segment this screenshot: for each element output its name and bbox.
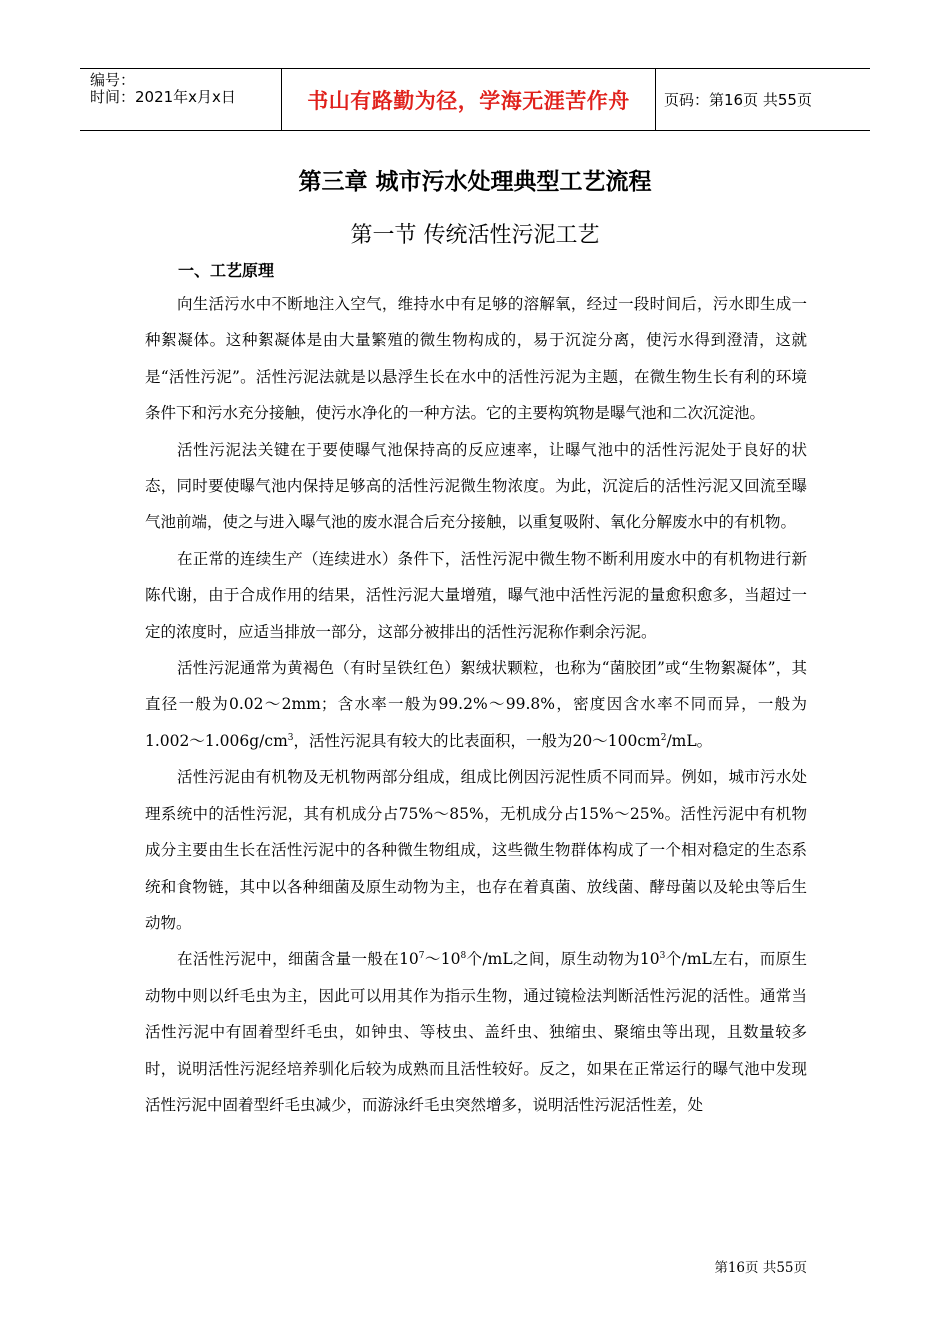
paragraph <box>145 650 807 759</box>
text-run: 活性污泥通常为黄褐色（有时呈铁红色）絮绒状颗粒，也称为“菌胶团”或“生物絮凝体”，其直径一般为0.02～2mm；含水率一般为99.2%～99.8%，密度因含水率不同而异，一般为1.002～1.006g/cm <box>145 659 807 750</box>
header-meta <box>80 69 280 130</box>
page-header <box>80 68 870 131</box>
page-footer: 第16页 共55页 <box>714 1260 807 1276</box>
superscript: 7 <box>418 951 425 962</box>
chapter-title: 第三章 城市污水处理典型工艺流程 <box>298 169 652 195</box>
header-page-cell <box>656 69 870 130</box>
paragraph <box>145 941 807 1123</box>
header-motto: 书山有路勤为径，学海无涯苦作舟 <box>307 88 630 113</box>
superscript: 8 <box>460 951 467 962</box>
paragraph: 在正常的连续生产（连续进水）条件下，活性污泥中微生物不断利用废水中的有机物进行新陈代谢，由于合成作用的结果，活性污泥大量增殖，曝气池中活性污泥的量愈积愈多，当超过一定的浓度时，应适当排放一部分，这部分被排出的活性污泥称作剩余污泥。 <box>145 549 807 641</box>
header-motto-cell <box>281 69 656 130</box>
text-run: 个/mL之间，原生动物为10 <box>466 950 660 969</box>
document-number-label: 编号： <box>90 71 136 89</box>
text-run: 在活性污泥中，细菌含量一般在10 <box>177 950 419 969</box>
paragraph: 活性污泥法关键在于要使曝气池保持高的反应速率，让曝气池中的活性污泥处于良好的状态，同时要使曝气池内保持足够高的活性污泥微生物浓度。为此，沉淀后的活性污泥又回流至曝气池前端，使之与进入曝气池的废水混合后充分接触，以重复吸附、氧化分解废水中的有机物。 <box>145 440 807 532</box>
superscript: 3 <box>659 951 666 962</box>
paragraph: 活性污泥由有机物及无机物两部分组成，组成比例因污泥性质不同而异。例如，城市污水处理系统中的活性污泥，其有机成分占75%～85%，无机成分占15%～25%。活性污泥中有机物成分主要由生长在活性污泥中的各种微生物组成，这些微生物群体构成了一个相对稳定的生态系统和食物链，其中以各种细菌及原生动物为主，也存在着真菌、放线菌、酵母菌以及轮虫等后生动物。 <box>145 768 807 932</box>
document-date-label: 时间：2021年x月x日 <box>90 88 236 106</box>
superscript: 2 <box>660 732 667 743</box>
section-title: 第一节 传统活性污泥工艺 <box>350 223 600 248</box>
text-run: /mL。 <box>666 731 713 750</box>
text-run: ～10 <box>424 950 461 969</box>
body-text <box>145 286 807 1123</box>
paragraph: 向生活污水中不断地注入空气，维持水中有足够的溶解氧，经过一段时间后，污水即生成一种絮凝体。这种絮凝体是由大量繁殖的微生物构成的，易于沉淀分离，使污水得到澄清，这就是“活性污泥”。活性污泥法就是以悬浮生长在水中的活性污泥为主题，在微生物生长有利的环境条件下和污水充分接触，使污水净化的一种方法。它的主要构筑物是曝气池和二次沉淀池。 <box>145 295 807 423</box>
text-run: ，活性污泥具有较大的比表面积，一般为20～100cm <box>293 731 661 750</box>
text-run: 个/mL左右，而原生动物中则以纤毛虫为主，因此可以用其作为指示生物，通过镜检法判断活性污泥的活性。通常当活性污泥中有固着型纤毛虫，如钟虫、等枝虫、盖纤虫、独缩虫、聚缩虫等出现，且数量较多时，说明活性污泥经培养驯化后较为成熟而且活性较好。反之，如果在正常运行的曝气池中发现活性污泥中固着型纤毛虫减少，而游泳纤毛虫突然增多，说明活性污泥活性差，处 <box>145 950 807 1114</box>
subheading: 一、工艺原理 <box>178 261 275 280</box>
header-page-info: 页码：第16页 共55页 <box>664 91 812 109</box>
superscript: 3 <box>287 732 294 743</box>
